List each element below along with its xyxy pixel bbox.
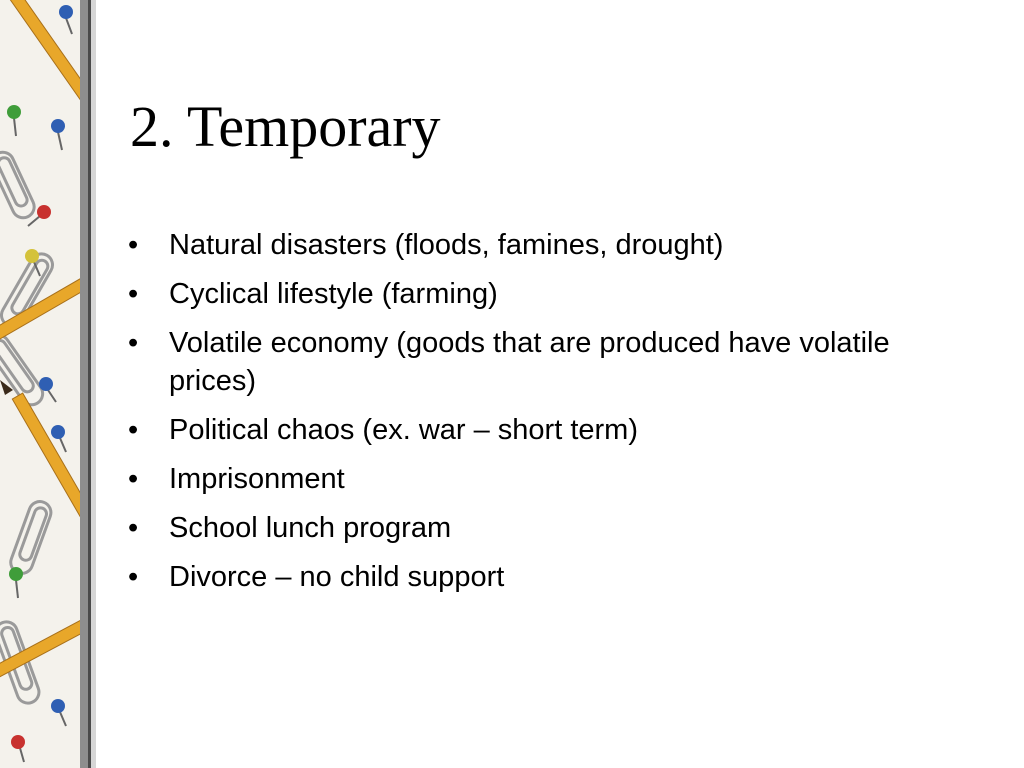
bullet-marker: • [128, 229, 139, 261]
paperclip-icon [8, 498, 54, 576]
list-item [128, 411, 928, 449]
bullet-text: Political chaos (ex. war – short term) [169, 414, 638, 446]
pushpin-icon [51, 699, 66, 726]
bullet-list [128, 226, 928, 607]
bullet-text: Volatile economy (goods that are produced have volatile prices) [169, 327, 890, 397]
list-item [128, 275, 928, 313]
list-item [128, 460, 928, 498]
list-item [128, 509, 928, 547]
bullet-text: Cyclical lifestyle (farming) [169, 278, 498, 310]
paperclip-icon [0, 149, 38, 222]
bullet-marker: • [128, 463, 139, 495]
pushpin-icon [9, 567, 23, 598]
bullet-marker: • [128, 327, 139, 359]
bullet-marker: • [128, 278, 139, 310]
divider-bar [80, 0, 88, 768]
bullet-marker: • [128, 512, 139, 544]
decorative-side-border [0, 0, 96, 768]
bullet-marker: • [128, 561, 139, 593]
bullet-text: Imprisonment [169, 463, 345, 495]
slide-title: 2. Temporary [130, 94, 441, 159]
pushpin-icon [59, 5, 73, 34]
pushpin-icon [7, 105, 21, 136]
pushpin-icon [11, 735, 25, 762]
bullet-text: Divorce – no child support [169, 561, 505, 593]
list-item [128, 558, 928, 596]
bullet-text: School lunch program [169, 512, 452, 544]
pushpin-icon [51, 119, 65, 150]
bullet-text: Natural disasters (floods, famines, drought) [169, 229, 724, 261]
side-border-art [0, 0, 96, 768]
list-item [128, 226, 928, 264]
bullet-marker: • [128, 414, 139, 446]
list-item [128, 324, 928, 400]
